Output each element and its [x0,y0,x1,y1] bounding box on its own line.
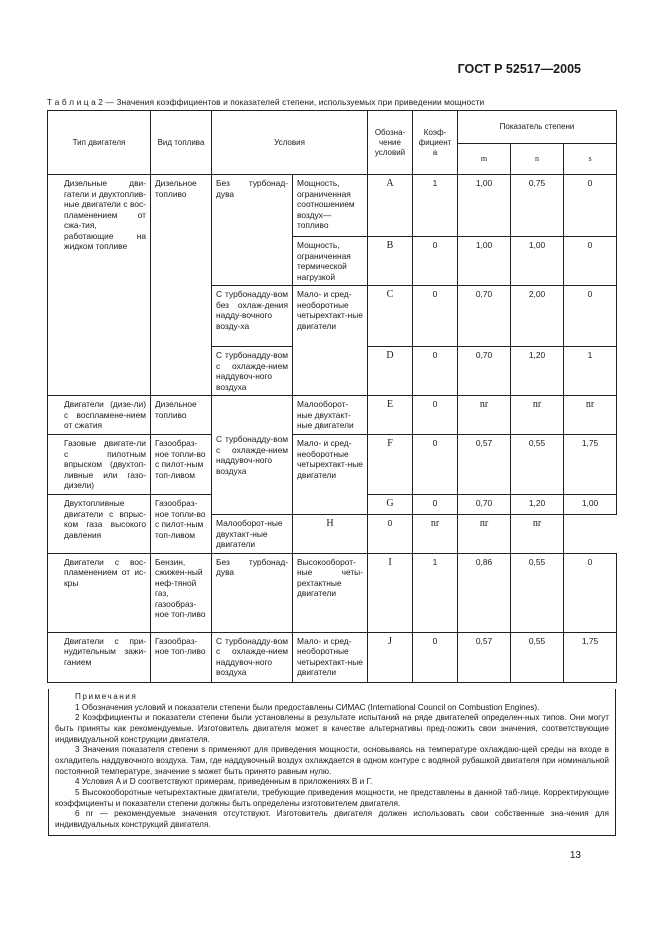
s-cell: 0 [564,237,617,286]
n-cell: 0,75 [511,175,564,237]
page-number: 13 [569,850,581,861]
m-cell: 1,00 [458,237,511,286]
note-item: 4 Условия A и D соответствуют примерам, приведенным в приложениях В и Г. [75,777,373,787]
notes-block [48,689,616,836]
note-item: 5 Высокооборотные четырехтактные двигатели, требующие приведения мощности, не представлены в данной таб-лице. Корректирующие коэффициенты и показатели степени должны быть определены изготовителем двигателя. [55,787,609,808]
condition-detail-cell: Мощность, ограниченная термической нагрузкой [293,237,368,286]
condition-cell: С турбонадду-вом с охлажде-нием наддувоч-ного воздуха [212,347,293,396]
fuel-cell: Дизельное топливо [151,396,212,435]
designation-cell: I [368,553,413,632]
m-cell: nr [413,515,458,554]
engine-type-cell: Дизельные дви-гатели и двухтоплив-ные двигатели с вос-пламенением от сжа-тия, работающие на жидком топливе [48,175,151,396]
fuel-cell: Газообраз-ное топ-ливо [151,632,212,682]
m-cell: 1,00 [458,175,511,237]
s-cell: 1,75 [564,632,617,682]
coefficient-cell: 0 [413,396,458,435]
m-cell: nr [458,396,511,435]
header-fuel: Вид топлива [151,111,212,175]
designation-cell: C [368,286,413,347]
coefficient-cell: 0 [413,632,458,682]
m-cell: 0,57 [458,632,511,682]
s-cell: 1,75 [564,435,617,495]
coefficients-table [47,110,617,683]
notes-title: Примечания [75,692,138,701]
condition-detail-cell: Малооборот-ные двухтакт-ные двигатели [212,515,293,554]
s-cell: 0 [564,175,617,237]
header-n: n [511,144,564,175]
fuel-cell: Газообраз-ное топли-во с пилот-ным топ-ливом [151,435,212,495]
n-cell: 1,20 [511,495,564,515]
note-item: 2 Коэффициенты и показатели степени были установлены в результате испытаний на ряде двигателей определен-ных типов. Они могут быть приняты как рекомендуемые. Изготовитель двигателя может в качестве альтернативы пред-ложить свои значения, соответствующие индивидуальной конструкции двигателя. [55,713,609,744]
s-cell: 0 [564,553,617,632]
fuel-cell: Газообраз-ное топли-во с пилот-ным топ-ливом [151,495,212,554]
coefficient-cell: 1 [413,175,458,237]
condition-detail-cell: Высокооборот-ные четы-рехтактные двигатели [293,553,368,632]
s-cell: 0 [564,286,617,347]
engine-type-cell: Двигатели с при-нудительным зажи-ганием [48,632,151,682]
header-coefficient: Коэф-фициент a [413,111,458,175]
n-cell: 1,20 [511,347,564,396]
header-conditions: Условия [212,111,368,175]
m-cell: 0,70 [458,495,511,515]
header-designation: Обозна-чение условий [368,111,413,175]
s-cell: nr [564,396,617,435]
header-s: s [564,144,617,175]
coefficient-cell: 1 [413,553,458,632]
designation-cell: E [368,396,413,435]
engine-type-cell: Двухтопливные двигатели с впрыс-ком газа высокого давления [48,495,151,554]
n-cell: 2,00 [511,286,564,347]
condition-cell: Без турбонад-дува [212,175,293,286]
designation-cell: D [368,347,413,396]
condition-detail-cell: Мощность, ограниченная соотношением воздух— топливо [293,175,368,237]
n-cell: nr [511,396,564,435]
designation-cell: H [293,515,368,554]
s-cell: 1 [564,347,617,396]
n-cell: 0,55 [511,435,564,495]
note-item: 1 Обозначения условий и показатели степени были предоставлены СИМАС (International Council on Combustion Engines). [75,702,540,712]
fuel-cell: Дизельное топливо [151,175,212,396]
designation-cell: F [368,435,413,495]
condition-cell: С турбонадду-вом с охлажде-нием наддувоч-ного воздуха [212,632,293,682]
condition-cell: С турбонадду-вом с охлажде-нием наддувоч-ного воздуха [212,396,293,515]
m-cell: 0,57 [458,435,511,495]
coefficient-cell: 0 [413,237,458,286]
n-cell: nr [458,515,511,554]
header-exponent: Показатель степени [458,111,617,144]
table-caption: Т а б л и ц а 2 — Значения коэффициентов и показателей степени, используемых при приведении мощности [47,97,485,107]
note-item: 3 Значения показателя степени s применяют для приведения мощности, основываясь на температуре охлаждаю-щей среды на входе в охладитель наддувочного воздуха. Там, где наддувочный воздух охлаждается в одном контуре с водяной рубашкой двигателя при номинальной постоянной температуре, значение s может быть принято равным нулю. [55,745,609,776]
designation-cell: B [368,237,413,286]
condition-detail-cell: Мало- и сред-необоротные четырехтакт-ные двигатели [293,632,368,682]
m-cell: 0,70 [458,286,511,347]
condition-cell: Без турбонад-дува [212,553,293,632]
s-cell: 1,00 [564,495,617,515]
engine-type-cell: Газовые двигате-ли с пилотным впрыском (двухтоп-ливные или газо-дизели) [48,435,151,495]
n-cell: 0,55 [511,553,564,632]
header-engine-type: Тип двигателя [48,111,151,175]
coefficient-cell: 0 [413,435,458,495]
m-cell: 0,70 [458,347,511,396]
condition-detail-cell: Мало- и сред-необоротные четырехтакт-ные двигатели [293,435,368,515]
m-cell: 0,86 [458,553,511,632]
designation-cell: G [368,495,413,515]
coefficient-cell: 0 [413,286,458,347]
coefficient-cell: 0 [368,515,413,554]
s-cell: nr [511,515,564,554]
page-header: ГОСТ Р 52517—2005 [457,62,581,76]
engine-type-cell: Двигатели с вос-пламенением от ис-кры [48,553,151,632]
coefficient-cell: 0 [413,347,458,396]
designation-cell: A [368,175,413,237]
engine-type-cell: Двигатели (дизе-ли) с воспламене-нием от сжатия [48,396,151,435]
condition-detail-cell: Малооборот-ные двухтакт-ные двигатели [293,396,368,435]
condition-detail-cell: Мало- и сред-необоротные четырехтакт-ные двигатели [293,286,368,396]
n-cell: 1,00 [511,237,564,286]
header-m: m [458,144,511,175]
coefficient-cell: 0 [413,495,458,515]
designation-cell: J [368,632,413,682]
n-cell: 0,55 [511,632,564,682]
condition-cell: С турбонадду-вом без охлаж-дения надду-вочного возду-ха [212,286,293,347]
fuel-cell: Бензин, сжижен-ный неф-тяной газ, газообраз-ное топ-ливо [151,553,212,632]
note-item: 6 nr — рекомендуемые значения отсутствуют. Изготовитель двигателя должен использовать свои собственные зна-чения для индивидуальных конструкций двигателя. [55,809,609,829]
